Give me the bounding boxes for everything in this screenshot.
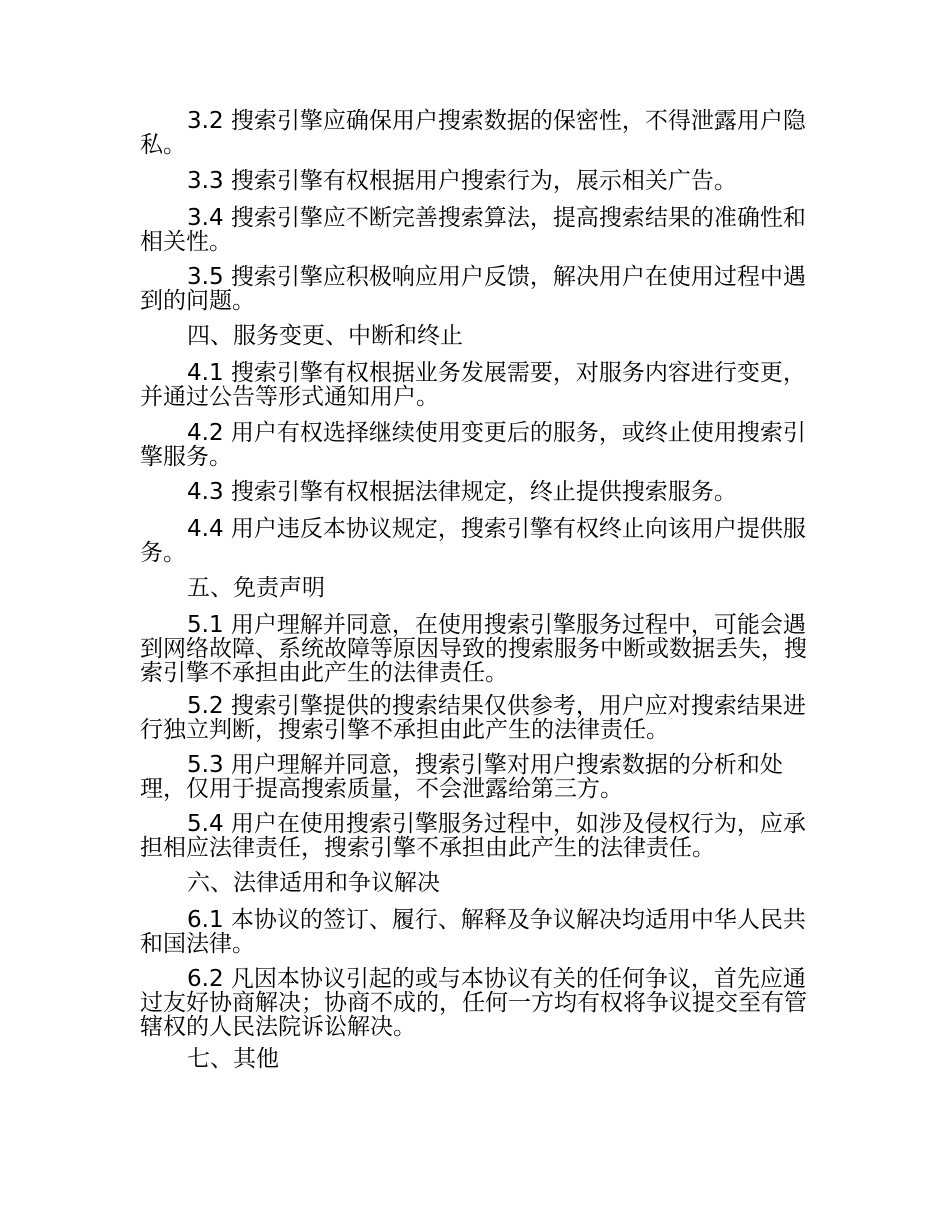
section-heading-5: 五、免责声明 [187,575,325,601]
paragraph-5-2: 5.2 搜索引擎提供的搜索结果仅供参考，用户应对搜索结果进行独立判断，搜索引擎不承担由此产生的法律责任。 [140,693,806,743]
paragraph-6-2: 6.2 凡因本协议引起的或与本协议有关的任何争议，首先应通过友好协商解决；协商不成的，任何一方均有权将争议提交至有管辖权的人民法院诉讼解决。 [140,966,807,1040]
paragraph-3-5: 3.5 搜索引擎应积极响应用户反馈，解决用户在使用过程中遇到的问题。 [140,264,806,314]
paragraph-5-4: 5.4 用户在使用搜索引擎服务过程中，如涉及侵权行为，应承担相应法律责任，搜索引擎不承担由此产生的法律责任。 [140,811,806,861]
paragraph-4-4: 4.4 用户违反本协议规定，搜索引擎有权终止向该用户提供服务。 [140,516,806,566]
section-heading-4: 四、服务变更、中断和终止 [187,323,463,349]
paragraph-3-2: 3.2 搜索引擎应确保用户搜索数据的保密性，不得泄露用户隐私。 [140,108,806,158]
paragraph-6-1: 6.1 本协议的签订、履行、解释及争议解决均适用中华人民共和国法律。 [140,907,806,957]
paragraph-4-1: 4.1 搜索引擎有权根据业务发展需要，对服务内容进行变更，并通过公告等形式通知用户。 [140,360,806,410]
paragraph-3-4: 3.4 搜索引擎应不断完善搜索算法，提高搜索结果的准确性和相关性。 [140,205,806,255]
paragraph-5-1: 5.1 用户理解并同意，在使用搜索引擎服务过程中，可能会遇到网络故障、系统故障等原因导致的搜索服务中断或数据丢失，搜索引擎不承担由此产生的法律责任。 [140,612,807,686]
paragraph-3-3: 3.3 搜索引擎有权根据用户搜索行为，展示相关广告。 [187,168,737,194]
paragraph-4-3: 4.3 搜索引擎有权根据法律规定，终止提供搜索服务。 [187,479,737,505]
paragraph-5-3: 5.3 用户理解并同意，搜索引擎对用户搜索数据的分析和处理，仅用于提高搜索质量，不会泄露给第三方。 [140,752,783,802]
section-heading-7: 七、其他 [187,1046,279,1072]
paragraph-4-2: 4.2 用户有权选择继续使用变更后的服务，或终止使用搜索引擎服务。 [140,420,806,470]
section-heading-6: 六、法律适用和争议解决 [187,870,440,896]
